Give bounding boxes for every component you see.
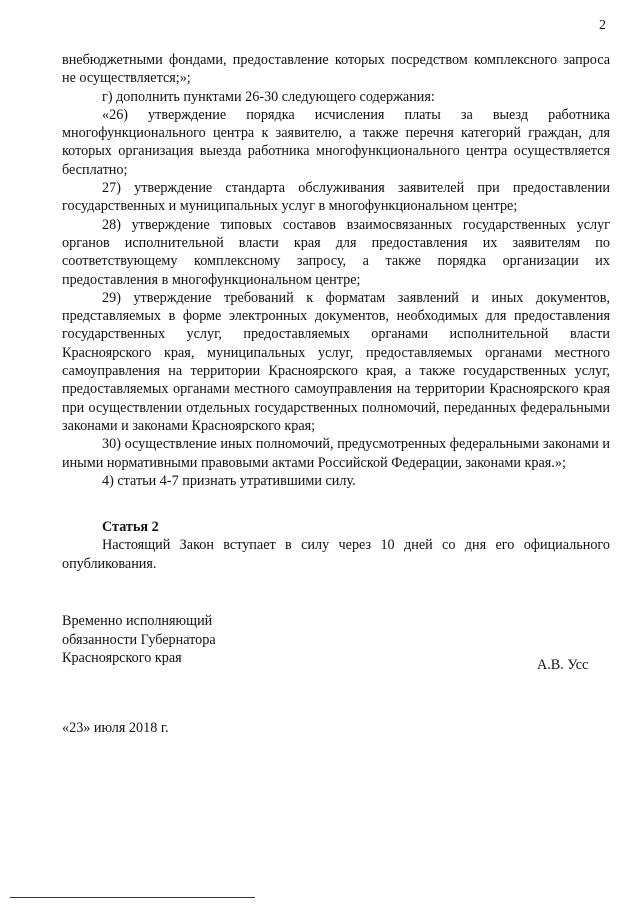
document-date: «23» июля 2018 г. xyxy=(62,720,169,736)
article-2-text: Настоящий Закон вступает в силу через 10 дней со дня его официального опубликования. xyxy=(62,537,610,572)
signature-title-line-2: обязанности Губернатора xyxy=(62,631,216,648)
footer-divider xyxy=(10,897,255,898)
paragraph-item-28: 28) утверждение типовых составов взаимосвязанных государственных услуг органов исполнительной власти края для предоставления их заявителям по соответствующему комплексному запросу, а также порядка организации их предоставления в многофункциональном центре; xyxy=(62,216,610,288)
signer-name: А.В. Усс xyxy=(537,657,589,673)
article-2-heading: Статья 2 xyxy=(102,519,159,536)
paragraph-item-4: 4) статьи 4-7 признать утратившими силу. xyxy=(102,472,356,489)
paragraph-item-27: 27) утверждение стандарта обслуживания заявителей при предоставлении государственных и муниципальных услуг в многофункциональном центре; xyxy=(62,180,610,215)
signature-title xyxy=(62,612,610,668)
signature-title-line-3: Красноярского края xyxy=(62,650,182,666)
page-number: 2 xyxy=(599,18,606,33)
document-body xyxy=(62,51,610,573)
paragraph-item-29: 29) утверждение требований к форматам заявлений и иных документов, представляемых в форме электронных документов, необходимых для предоставления государственных услуг, предоставляемых органами исполнительной власти Красноярского края, муниципальных услуг, предоставляемых органами местного самоуправления на территории Красноярского края, а также государственных услуг, предоставляемых органами местного самоуправления на территории Красноярского края при осуществлении отдельных государственных полномочий, переданных федеральными законами и законами Красноярского края; xyxy=(62,289,610,434)
paragraph-item-30: 30) осуществление иных полномочий, предусмотренных федеральными законами и иными нормативными правовыми актами Российской Федерации, законами края.»; xyxy=(62,436,610,471)
signature-title-line-1: Временно исполняющий xyxy=(62,613,213,629)
paragraph-item-g: г) дополнить пунктами 26-30 следующего содержания: xyxy=(102,88,435,105)
paragraph-continuation: внебюджетными фондами, предоставление которых посредством комплексного запроса не осуществляется;»; xyxy=(62,52,610,87)
paragraph-item-26: «26) утверждение порядка исчисления платы за выезд работника многофункционального центра к заявителю, а также перечня категорий граждан, для которых организация выезда работника многофункционального центра осуществляется бесплатно; xyxy=(62,106,610,178)
